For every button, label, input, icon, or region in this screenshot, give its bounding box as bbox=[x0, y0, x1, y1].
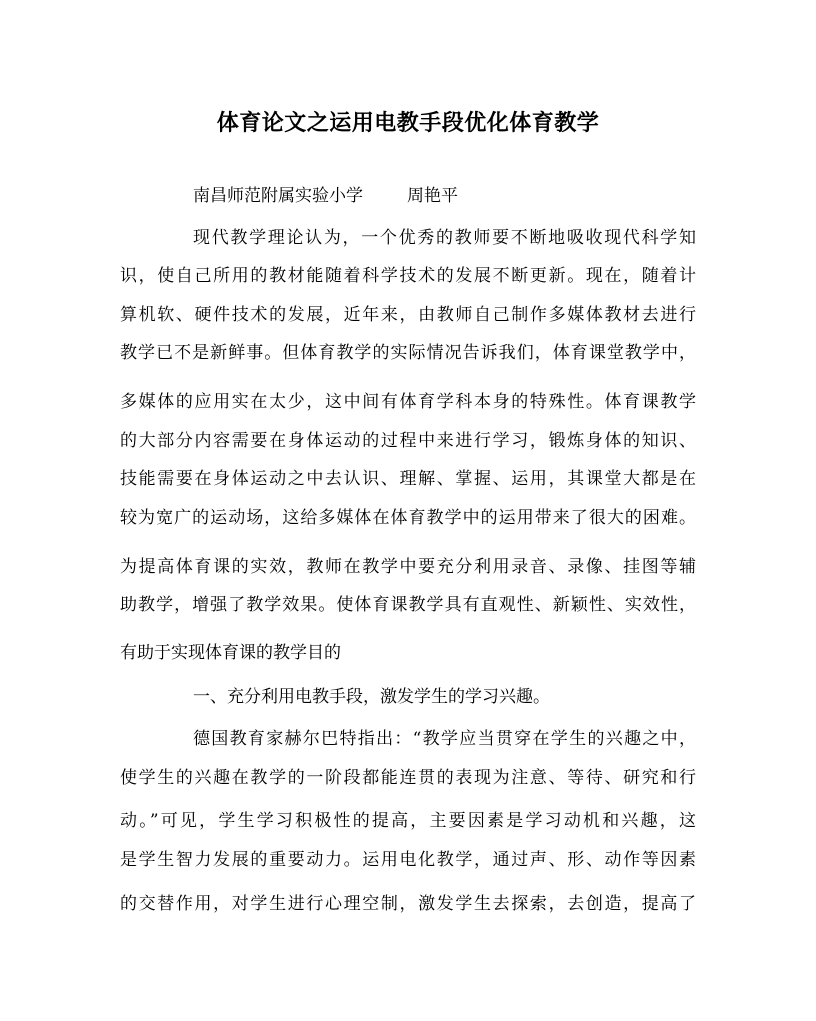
paragraph-line: 较为宽广的运动场，这给多媒体在体育教学中的运用带来了很大的困难。 bbox=[120, 508, 696, 528]
paragraph-line: 的大部分内容需要在身体运动的过程中来进行学习，锻炼身体的知识、 bbox=[120, 431, 696, 451]
section-heading: 一、充分利用电教手段，激发学生的学习兴趣。 bbox=[193, 687, 550, 707]
paragraph-line: 有助于实现体育课的教学目的 bbox=[120, 643, 341, 663]
paragraph-line: 现代教学理论认为，一个优秀的教师要不断地吸收现代科学知 bbox=[193, 228, 696, 248]
paragraph-line: 技能需要在身体运动之中去认识、理解、掌握、运用，其课堂大都是在 bbox=[120, 469, 696, 489]
byline-school: 南昌师范附属实验小学 bbox=[193, 186, 363, 206]
paragraph-line: 算机软、硬件技术的发展，近年来，由教师自己制作多媒体教材去进行 bbox=[120, 305, 696, 325]
document-title: 体育论文之运用电教手段优化体育教学 bbox=[216, 110, 600, 136]
paragraph-line: 教学已不是新鲜事。但体育教学的实际情况告诉我们，体育课堂教学中， bbox=[120, 343, 696, 363]
paragraph-line: 为提高体育课的实效，教师在教学中要充分利用录音、录像、挂图等辅 bbox=[120, 557, 696, 577]
paragraph-line: 是学生智力发展的重要动力。运用电化教学，通过声、形、动作等因素 bbox=[120, 850, 696, 870]
paragraph-line: 动。”可见，学生学习积极性的提高，主要因素是学习动机和兴趣，这 bbox=[120, 811, 696, 831]
paragraph-line: 的交替作用，对学生进行心理空制，激发学生去探索，去创造，提高了 bbox=[120, 894, 696, 914]
paragraph-line: 多媒体的应用实在太少，这中间有体育学科本身的特殊性。体育课教学 bbox=[120, 392, 696, 412]
byline-author: 周艳平 bbox=[407, 186, 458, 206]
paragraph-line: 识，使自己所用的教材能随着科学技术的发展不断更新。现在，随着计 bbox=[120, 266, 696, 286]
byline bbox=[193, 182, 458, 210]
paragraph-line: 德国教育家赫尔巴特指出：“教学应当贯穿在学生的兴趣之中， bbox=[193, 729, 696, 749]
paragraph-line: 使学生的兴趣在教学的一阶段都能连贯的表现为注意、等待、研究和行 bbox=[120, 768, 696, 788]
paragraph-line: 助教学，增强了教学效果。使体育课教学具有直观性、新颖性、实效性， bbox=[120, 595, 696, 615]
